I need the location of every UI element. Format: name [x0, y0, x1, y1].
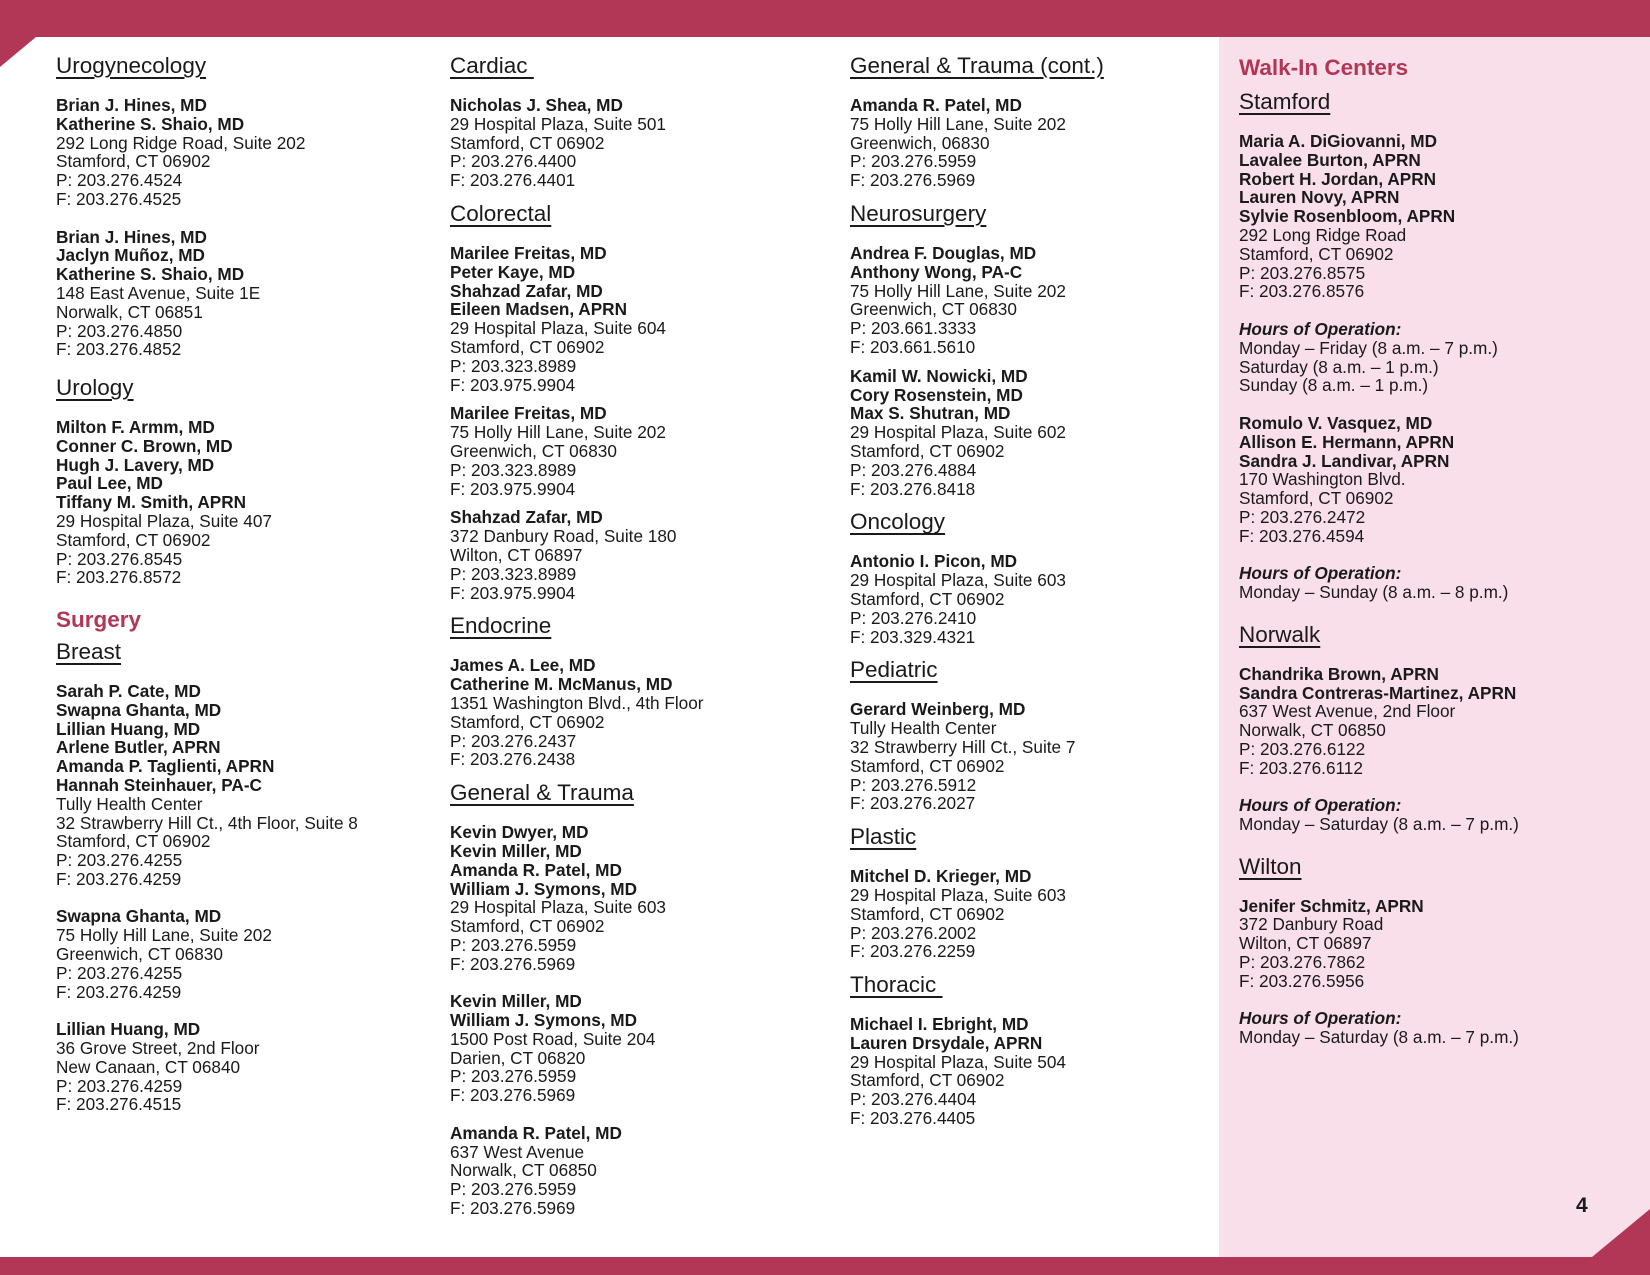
provider-name: Shahzad Zafar, MD — [450, 280, 603, 301]
section-heading: Plastic — [850, 824, 917, 850]
provider-name: Brian J. Hines, MD — [56, 95, 207, 115]
address-line: 372 Danbury Road, Suite 180 — [450, 526, 677, 547]
category-title-surgery: Surgery — [56, 606, 142, 632]
section-heading: General & Trauma (cont.) — [850, 53, 1104, 78]
address-line: F: 203.276.4259 — [56, 981, 182, 1002]
address-line: F: 203.276.4405 — [850, 1108, 976, 1129]
provider-name: Conner C. Brown, MD — [56, 435, 233, 456]
section-stamford — [1239, 88, 1619, 602]
address-line: Stamford, CT 06902 — [56, 831, 211, 852]
provider-name: Cory Rosenstein, MD — [850, 384, 1023, 405]
provider-entry — [450, 1124, 810, 1218]
address-line: F: 203.975.9904 — [450, 374, 576, 395]
address-line: F: 203.276.4594 — [1239, 525, 1365, 546]
provider-name: Andrea F. Douglas, MD — [850, 242, 1037, 263]
address-line: Stamford, CT 06902 — [56, 529, 211, 550]
provider-entry — [450, 656, 810, 769]
hours-line: Monday – Sunday (8 a.m. – 8 p.m.) — [1239, 582, 1509, 603]
section-heading: Endocrine — [450, 613, 552, 639]
address-line: 637 West Avenue — [450, 1141, 585, 1162]
provider-name: Jenifer Schmitz, APRN — [1239, 895, 1424, 916]
section-heading: Colorectal — [450, 200, 552, 226]
provider-entry — [56, 1020, 416, 1114]
provider-name: Eileen Madsen, APRN — [450, 299, 628, 320]
address-line: P: 203.276.4255 — [56, 962, 183, 983]
section-pediatric — [850, 656, 1190, 813]
provider-name: Antonio I. Picon, MD — [850, 551, 1018, 572]
hours-block — [1239, 320, 1619, 395]
section-neurosurgery — [850, 200, 1190, 498]
address-line: P: 203.276.5912 — [850, 774, 977, 795]
address-line: Stamford, CT 06902 — [450, 711, 605, 732]
provider-entry — [850, 552, 1190, 646]
provider-name: Shahzad Zafar, MD — [450, 507, 603, 528]
address-line: P: 203.323.8989 — [450, 355, 577, 376]
address-line: 36 Grove Street, 2nd Floor — [56, 1038, 260, 1059]
provider-entry — [850, 244, 1190, 357]
address-line: F: 203.276.4852 — [56, 339, 182, 360]
provider-entry — [850, 1015, 1190, 1128]
provider-name: Allison E. Hermann, APRN — [1239, 431, 1455, 452]
section-heading: Norwalk — [1239, 621, 1321, 647]
address-line: F: 203.276.5969 — [850, 170, 976, 191]
address-line: Norwalk, CT 06851 — [56, 301, 203, 322]
provider-name: Sarah P. Cate, MD — [56, 680, 201, 701]
provider-name: Nicholas J. Shea, MD — [450, 95, 623, 115]
address-line: Stamford, CT 06902 — [850, 1070, 1005, 1091]
address-line: 1500 Post Road, Suite 204 — [450, 1028, 656, 1049]
provider-entry — [56, 228, 416, 360]
provider-entry — [1239, 414, 1619, 546]
section-heading: Oncology — [850, 509, 946, 535]
address-line: P: 203.276.5959 — [850, 151, 977, 172]
address-line: P: 203.276.5959 — [450, 1179, 577, 1200]
address-line: Norwalk, CT 06850 — [450, 1160, 597, 1181]
section-wilton — [1239, 853, 1619, 1047]
hours-block — [1239, 796, 1619, 834]
bottom-corner-accent — [1592, 1209, 1650, 1257]
address-line: Wilton, CT 06897 — [1239, 933, 1372, 954]
address-line: Darien, CT 06820 — [450, 1047, 586, 1068]
address-line: F: 203.276.5969 — [450, 953, 576, 974]
provider-name: Anthony Wong, PA-C — [850, 261, 1023, 282]
provider-name: Amanda R. Patel, MD — [850, 95, 1022, 115]
section-heading: Thoracic — [850, 972, 943, 998]
address-line: 292 Long Ridge Road — [1239, 224, 1407, 245]
section-heading: Cardiac — [450, 53, 534, 78]
provider-name: William J. Symons, MD — [450, 878, 638, 899]
address-line: F: 203.276.4259 — [56, 868, 182, 889]
provider-name: Michael I. Ebright, MD — [850, 1014, 1029, 1035]
address-line: Stamford, CT 06902 — [1239, 488, 1394, 509]
address-line: 29 Hospital Plaza, Suite 604 — [450, 318, 666, 339]
section-heading: Neurosurgery — [850, 200, 987, 226]
address-line: 75 Holly Hill Lane, Suite 202 — [850, 280, 1066, 301]
address-line: 75 Holly Hill Lane, Suite 202 — [56, 925, 272, 946]
column-2 — [450, 52, 810, 1237]
address-line: F: 203.276.2438 — [450, 749, 576, 770]
provider-name: Hugh J. Lavery, MD — [56, 454, 215, 475]
provider-name: Brian J. Hines, MD — [56, 226, 207, 247]
address-line: Tully Health Center — [56, 793, 203, 814]
provider-entry — [850, 367, 1190, 499]
address-line: Stamford, CT 06902 — [850, 440, 1005, 461]
hours-title: Hours of Operation: — [1239, 318, 1402, 339]
address-line: 75 Holly Hill Lane, Suite 202 — [850, 113, 1066, 134]
section-thoracic — [850, 971, 1190, 1128]
address-line: P: 203.276.2472 — [1239, 506, 1366, 527]
provider-name: Tiffany M. Smith, APRN — [56, 492, 247, 513]
column-3 — [850, 52, 1190, 1138]
provider-name: Kamil W. Nowicki, MD — [850, 365, 1028, 386]
address-line: 637 West Avenue, 2nd Floor — [1239, 701, 1456, 722]
hours-line: Sunday (8 a.m. – 1 p.m.) — [1239, 375, 1429, 396]
address-line: F: 203.276.2259 — [850, 941, 976, 962]
section-colorectal — [450, 200, 810, 602]
column-4-walk-in-centers — [1239, 52, 1619, 1066]
address-line: P: 203.276.7862 — [1239, 952, 1366, 973]
address-line: 372 Danbury Road — [1239, 914, 1384, 935]
address-line: F: 203.975.9904 — [450, 478, 576, 499]
section-plastic — [850, 823, 1190, 961]
provider-name: Robert H. Jordan, APRN — [1239, 168, 1437, 189]
address-line: F: 203.276.4401 — [450, 170, 576, 191]
provider-name: Katherine S. Shaio, MD — [56, 264, 245, 285]
provider-name: Sylvie Rosenbloom, APRN — [1239, 206, 1456, 227]
address-line: 29 Hospital Plaza, Suite 407 — [56, 510, 272, 531]
address-line: Stamford, CT 06902 — [450, 336, 605, 357]
address-line: P: 203.661.3333 — [850, 318, 977, 339]
address-line: P: 203.276.2002 — [850, 922, 977, 943]
address-line: Greenwich, 06830 — [850, 132, 990, 153]
provider-entry — [450, 244, 810, 394]
address-line: F: 203.276.2027 — [850, 793, 976, 814]
address-line: Greenwich, CT 06830 — [450, 440, 617, 461]
address-line: New Canaan, CT 06840 — [56, 1056, 241, 1077]
provider-name: Kevin Dwyer, MD — [450, 822, 589, 843]
address-line: 148 East Avenue, Suite 1E — [56, 282, 261, 303]
address-line: F: 203.329.4321 — [850, 626, 976, 647]
section-breast — [56, 638, 416, 1114]
section-oncology — [850, 508, 1190, 646]
provider-name: Swapna Ghanta, MD — [56, 906, 222, 927]
address-line: P: 203.276.4884 — [850, 459, 977, 480]
address-line: F: 203.276.5956 — [1239, 970, 1365, 991]
address-line: Stamford, CT 06902 — [1239, 243, 1394, 264]
address-line: P: 203.276.8575 — [1239, 262, 1366, 283]
section-general-trauma — [450, 779, 810, 1218]
address-line: P: 203.276.4850 — [56, 320, 183, 341]
address-line: P: 203.276.2437 — [450, 730, 577, 751]
address-line: P: 203.323.8989 — [450, 459, 577, 480]
address-line: F: 203.661.5610 — [850, 336, 976, 357]
address-line: P: 203.276.2410 — [850, 607, 977, 628]
section-endocrine — [450, 612, 810, 769]
provider-name: Lavalee Burton, APRN — [1239, 149, 1421, 170]
address-line: F: 203.276.4515 — [56, 1094, 182, 1115]
hours-line: Monday – Friday (8 a.m. – 7 p.m.) — [1239, 337, 1498, 358]
address-line: 32 Strawberry Hill Ct., Suite 7 — [850, 736, 1076, 757]
provider-entry — [450, 823, 810, 973]
address-line: P: 203.276.4259 — [56, 1075, 183, 1096]
address-line: Stamford, CT 06902 — [850, 588, 1005, 609]
provider-name: Sandra J. Landivar, APRN — [1239, 450, 1450, 471]
address-line: Norwalk, CT 06850 — [1239, 720, 1386, 741]
provider-entry — [450, 404, 810, 498]
address-line: Stamford, CT 06902 — [850, 755, 1005, 776]
provider-name: Arlene Butler, APRN — [56, 737, 221, 758]
top-corner-accent — [0, 37, 36, 67]
provider-name: Lauren Novy, APRN — [1239, 187, 1400, 208]
provider-entry — [56, 418, 416, 587]
provider-name: Amanda R. Patel, MD — [450, 1122, 622, 1143]
section-urogynecology — [56, 52, 416, 359]
address-line: Stamford, CT 06902 — [450, 916, 605, 937]
provider-entry — [1239, 897, 1619, 991]
address-line: F: 203.276.8418 — [850, 478, 976, 499]
walk-in-centers-title: Walk-In Centers — [1239, 55, 1409, 80]
address-line: F: 203.276.5969 — [450, 1198, 576, 1219]
address-line: 29 Hospital Plaza, Suite 504 — [850, 1051, 1066, 1072]
address-line: Greenwich, CT 06830 — [56, 944, 223, 965]
page-number: 4 — [1576, 1194, 1588, 1217]
provider-name: Lillian Huang, MD — [56, 718, 201, 739]
provider-entry — [56, 907, 416, 1001]
address-line: 29 Hospital Plaza, Suite 603 — [450, 897, 666, 918]
section-urology — [56, 374, 416, 587]
address-line: P: 203.276.8545 — [56, 548, 183, 569]
address-line: P: 203.276.4255 — [56, 850, 183, 871]
provider-name: James A. Lee, MD — [450, 655, 596, 676]
address-line: 170 Washington Blvd. — [1239, 469, 1406, 490]
section-heading: General & Trauma — [450, 780, 634, 806]
address-line: F: 203.975.9904 — [450, 582, 576, 603]
address-line: P: 203.276.6122 — [1239, 738, 1366, 759]
address-line: Greenwich, CT 06830 — [850, 299, 1017, 320]
provider-name: Paul Lee, MD — [56, 473, 163, 494]
provider-name: Hannah Steinhauer, PA-C — [56, 774, 262, 795]
section-general-trauma-cont — [850, 52, 1190, 190]
address-line: Stamford, CT 06902 — [56, 151, 211, 172]
address-line: F: 203.276.5969 — [450, 1085, 576, 1106]
provider-name: Kevin Miller, MD — [450, 840, 582, 861]
bottom-accent-bar — [0, 1257, 1650, 1275]
address-line: 29 Hospital Plaza, Suite 603 — [850, 884, 1066, 905]
provider-name: Catherine M. McManus, MD — [450, 674, 673, 695]
provider-name: Sandra Contreras-Martinez, APRN — [1239, 682, 1517, 703]
provider-entry — [850, 867, 1190, 961]
provider-name: Peter Kaye, MD — [450, 261, 576, 282]
provider-name: Lillian Huang, MD — [56, 1019, 201, 1040]
address-line: 292 Long Ridge Road, Suite 202 — [56, 132, 306, 153]
provider-name: Amanda P. Taglienti, APRN — [56, 756, 275, 777]
section-heading: Urogynecology — [56, 53, 207, 78]
provider-name: Lauren Drsydale, APRN — [850, 1032, 1043, 1053]
address-line: Stamford, CT 06902 — [850, 903, 1005, 924]
address-line: 29 Hospital Plaza, Suite 602 — [850, 422, 1066, 443]
provider-name: Milton F. Armm, MD — [56, 416, 215, 437]
section-cardiac — [450, 52, 810, 190]
provider-name: William J. Symons, MD — [450, 1010, 638, 1031]
address-line: Wilton, CT 06897 — [450, 544, 583, 565]
provider-name: Chandrika Brown, APRN — [1239, 663, 1439, 684]
hours-line: Saturday (8 a.m. – 1 p.m.) — [1239, 356, 1439, 377]
address-line: P: 203.276.4524 — [56, 170, 183, 191]
address-line: 75 Holly Hill Lane, Suite 202 — [450, 422, 666, 443]
address-line: P: 203.276.5959 — [450, 934, 577, 955]
address-line: Stamford, CT 06902 — [450, 132, 605, 153]
hours-title: Hours of Operation: — [1239, 795, 1402, 816]
section-heading: Pediatric — [850, 657, 938, 683]
hours-title: Hours of Operation: — [1239, 1008, 1402, 1029]
address-line: F: 203.276.4525 — [56, 188, 182, 209]
section-heading: Wilton — [1239, 853, 1302, 879]
address-line: 1351 Washington Blvd., 4th Floor — [450, 692, 704, 713]
address-line: F: 203.276.6112 — [1239, 757, 1363, 778]
provider-entry — [850, 700, 1190, 813]
provider-entry — [850, 96, 1190, 190]
provider-name: Romulo V. Vasquez, MD — [1239, 412, 1433, 433]
provider-name: Marilee Freitas, MD — [450, 403, 607, 424]
address-line: F: 203.276.8576 — [1239, 281, 1365, 302]
provider-name: Maria A. DiGiovanni, MD — [1239, 131, 1437, 151]
address-line: P: 203.276.5959 — [450, 1066, 577, 1087]
address-line: 29 Hospital Plaza, Suite 501 — [450, 113, 666, 134]
provider-entry — [56, 682, 416, 889]
address-line: F: 203.276.8572 — [56, 567, 182, 588]
provider-entry — [450, 96, 810, 190]
provider-name: Gerard Weinberg, MD — [850, 699, 1026, 720]
provider-entry — [1239, 132, 1619, 301]
address-line: P: 203.276.4400 — [450, 151, 577, 172]
address-line: P: 203.323.8989 — [450, 563, 577, 584]
section-heading: Urology — [56, 374, 134, 400]
address-line: 29 Hospital Plaza, Suite 603 — [850, 570, 1066, 591]
provider-entry — [56, 96, 416, 209]
provider-name: Katherine S. Shaio, MD — [56, 113, 245, 134]
provider-name: Mitchel D. Krieger, MD — [850, 866, 1032, 887]
section-heading: Stamford — [1239, 89, 1331, 114]
hours-block — [1239, 564, 1619, 602]
top-accent-bar — [0, 0, 1650, 37]
section-norwalk — [1239, 621, 1619, 834]
provider-entry — [1239, 665, 1619, 778]
hours-line: Monday – Saturday (8 a.m. – 7 p.m.) — [1239, 1027, 1519, 1048]
provider-entry — [450, 508, 810, 602]
section-heading: Breast — [56, 638, 122, 664]
provider-name: Swapna Ghanta, MD — [56, 699, 222, 720]
provider-name: Jaclyn Muñoz, MD — [56, 245, 205, 266]
column-1 — [56, 52, 416, 1133]
address-line: 32 Strawberry Hill Ct., 4th Floor, Suite 8 — [56, 812, 358, 833]
hours-title: Hours of Operation: — [1239, 563, 1402, 584]
provider-name: Marilee Freitas, MD — [450, 242, 607, 263]
address-line: Tully Health Center — [850, 718, 997, 739]
address-line: P: 203.276.4404 — [850, 1089, 977, 1110]
provider-name: Max S. Shutran, MD — [850, 403, 1011, 424]
hours-block — [1239, 1009, 1619, 1047]
provider-name: Kevin Miller, MD — [450, 991, 582, 1012]
hours-line: Monday – Saturday (8 a.m. – 7 p.m.) — [1239, 814, 1519, 835]
provider-entry — [450, 992, 810, 1105]
provider-name: Amanda R. Patel, MD — [450, 859, 622, 880]
